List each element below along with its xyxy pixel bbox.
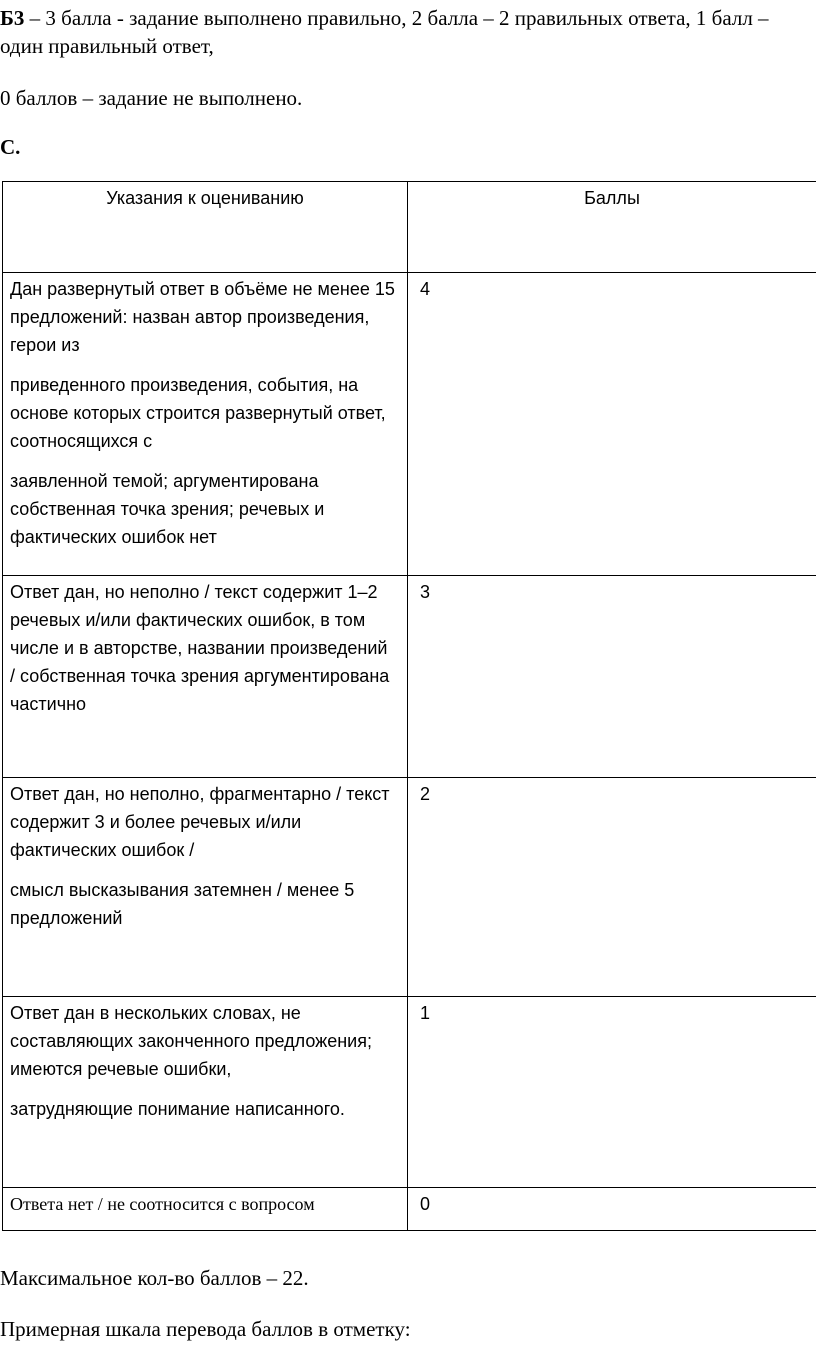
- criteria-cell: [3, 778, 408, 997]
- criteria-line: Ответ дан в нескольких словах, не составляющих законченного предложения; имеются речевые ошибки,: [10, 1003, 372, 1079]
- b3-text: – 3 балла - задание выполнено правильно, 2 балла – 2 правильных ответа, 1 балл – один правильный ответ,: [0, 6, 769, 58]
- table-row: [3, 273, 816, 576]
- points-cell: 4: [408, 273, 816, 576]
- criteria-line: Ответ дан, но неполно / текст содержит 1–2 речевых и/или фактических ошибок, в том числе и в авторстве, названии произведений / собственная точка зрения аргументирована частично: [10, 582, 390, 714]
- criteria-line: Ответа нет / не соотносится с вопросом: [10, 1194, 315, 1214]
- table-row: [3, 576, 816, 778]
- section-c-heading: С.: [0, 135, 21, 159]
- b3-label: Б3: [0, 6, 25, 30]
- points-cell: 3: [408, 576, 816, 778]
- criteria-line: заявленной темой; аргументирована собственная точка зрения; речевых и фактических ошибок нет: [10, 471, 325, 547]
- b3-scoring-paragraph: [0, 4, 816, 60]
- table-row: [3, 778, 816, 997]
- points-cell: 2: [408, 778, 816, 997]
- criteria-cell: [3, 273, 408, 576]
- criteria-cell: [3, 997, 408, 1188]
- criteria-line: приведенного произведения, события, на основе которых строится развернутый ответ, соотносящихся с: [10, 375, 386, 451]
- points-cell: 0: [408, 1188, 816, 1231]
- table-header-row: [3, 182, 816, 273]
- criteria-cell: [3, 1188, 408, 1231]
- header-criteria-cell: Указания к оцениванию: [3, 182, 408, 273]
- table-row: [3, 1188, 816, 1231]
- header-points-cell: Баллы: [408, 182, 816, 273]
- zero-points-paragraph: 0 баллов – задание не выполнено.: [0, 86, 303, 110]
- table-row: [3, 997, 816, 1188]
- criteria-line: смысл высказывания затемнен / менее 5 предложений: [10, 880, 355, 928]
- criteria-cell: [3, 576, 408, 778]
- points-cell: 1: [408, 997, 816, 1188]
- criteria-line: Дан развернутый ответ в объёме не менее 15 предложений: назван автор произведения, герои из: [10, 279, 395, 355]
- criteria-line: Ответ дан, но неполно, фрагментарно / текст содержит 3 и более речевых и/или фактических ошибок /: [10, 784, 390, 860]
- scale-title-paragraph: Примерная шкала перевода баллов в отметку:: [0, 1317, 411, 1341]
- criteria-line: затрудняющие понимание написанного.: [10, 1099, 345, 1119]
- grading-table: [2, 181, 816, 1231]
- max-points-paragraph: Максимальное кол-во баллов – 22.: [0, 1266, 309, 1290]
